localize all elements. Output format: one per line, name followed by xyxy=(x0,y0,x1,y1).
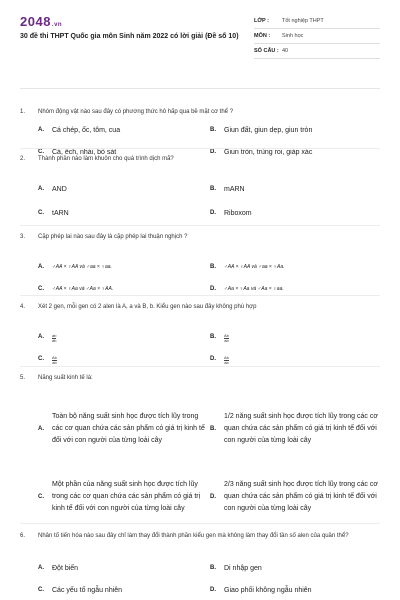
option-text: ♂AA × ♀AA và ♂aa × ♀Aa. xyxy=(224,264,285,270)
option-b[interactable] xyxy=(210,264,380,270)
question-divider xyxy=(20,366,380,367)
option-label: A. xyxy=(38,264,44,270)
meta-row-class xyxy=(254,14,380,29)
option-d[interactable] xyxy=(210,286,380,292)
option-label: B. xyxy=(210,334,216,340)
logo-text: 2048 xyxy=(20,14,51,29)
meta-key: MÔN : xyxy=(254,33,271,39)
option-label: C. xyxy=(38,494,44,500)
option-text: 1/2 năng suất sinh học được tích lũy trong các cơ quan chứa các sản phẩm có giá trị kinh tế đối với con người của từng loài cây xyxy=(224,413,378,444)
option-text: Toàn bộ năng suất sinh học được tích lũy trong các cơ quan chứa các sản phẩm có giá trị kinh tế đối với con người của từng loài cây xyxy=(52,413,205,444)
question-divider xyxy=(20,295,380,296)
option-d[interactable] xyxy=(210,587,380,594)
meta-row-count xyxy=(254,44,380,59)
option-text: Di nhập gen xyxy=(224,565,262,572)
option-text: Giao phối không ngẫu nhiên xyxy=(224,587,312,594)
option-label: C. xyxy=(38,356,44,362)
option-a[interactable] xyxy=(38,127,208,134)
question-text: Cặp phép lai nào sau đây là cặp phép lai thuận nghịch ? xyxy=(38,234,188,240)
genotype-fraction xyxy=(224,356,229,365)
fraction-bottom: ab xyxy=(224,360,229,365)
option-a[interactable] xyxy=(38,399,208,459)
question-number: 5. xyxy=(20,375,26,381)
question-text: Thành phần nào làm khuôn cho quá trình dịch mã? xyxy=(38,156,174,162)
option-label: A. xyxy=(38,186,44,192)
question-5 xyxy=(20,374,380,512)
option-d[interactable] xyxy=(210,356,380,365)
question-number: 6. xyxy=(20,533,26,539)
option-text: ♂AA × ♀AA và ♂aa × ♀aa. xyxy=(52,264,112,270)
option-label: D. xyxy=(210,210,216,216)
option-label: A. xyxy=(38,426,44,432)
option-text: Riboxom xyxy=(224,210,252,217)
genotype-fraction xyxy=(52,356,57,365)
option-c[interactable] xyxy=(38,467,208,527)
option-label: D. xyxy=(210,587,216,593)
genotype-fraction xyxy=(224,334,229,343)
option-label: C. xyxy=(38,149,44,155)
site-logo[interactable] xyxy=(20,14,62,29)
meta-value: Tốt nghiệp THPT xyxy=(282,18,324,24)
option-label: C. xyxy=(38,286,44,292)
option-c[interactable] xyxy=(38,356,208,365)
option-label: C. xyxy=(38,210,44,216)
option-label: D. xyxy=(210,149,216,155)
option-a[interactable] xyxy=(38,334,208,343)
option-label: A. xyxy=(38,565,44,571)
option-b[interactable] xyxy=(210,334,380,343)
option-label: D. xyxy=(210,286,216,292)
option-text: ♂AA × ♀Aa và ♂Aa × ♀AA. xyxy=(52,286,114,292)
option-label: A. xyxy=(38,127,44,133)
meta-row-subject xyxy=(254,29,380,44)
option-d[interactable] xyxy=(210,467,380,527)
option-text: Cá chép, ốc, tôm, cua xyxy=(52,127,121,134)
option-text: ♂Aa × ♀Aa và ♂Aa × ♀aa. xyxy=(224,286,284,292)
question-number: 4. xyxy=(20,304,26,310)
option-text: mARN xyxy=(224,186,245,193)
option-c[interactable] xyxy=(38,587,208,594)
option-text: Giun tròn, trùng roi, giáp xác xyxy=(224,149,313,156)
fraction-bottom: ab xyxy=(52,360,57,365)
question-4 xyxy=(20,303,380,365)
fraction-bottom: ab xyxy=(52,338,57,343)
question-number: 2. xyxy=(20,156,26,162)
question-number: 3. xyxy=(20,234,26,240)
option-c[interactable] xyxy=(38,210,208,217)
option-c[interactable] xyxy=(38,286,208,292)
option-label: D. xyxy=(210,494,216,500)
option-text: tARN xyxy=(52,210,69,217)
meta-value: 40 xyxy=(282,48,289,54)
fraction-bottom: ab xyxy=(224,338,229,343)
question-text: Năng suất kinh tế là: xyxy=(38,375,93,381)
meta-key: SỐ CÂU : xyxy=(254,48,279,54)
option-label: B. xyxy=(210,186,216,192)
option-text: Giun đất, giun dẹp, giun tròn xyxy=(224,127,313,134)
question-text: Xét 2 gen, mỗi gen có 2 alen là A, a và B, b. Kiểu gen nào sau đây không phù hợp xyxy=(38,304,257,310)
option-b[interactable] xyxy=(210,565,380,572)
option-label: B. xyxy=(210,127,216,133)
question-text: Nhóm động vật nào sau đây có phương thức hô hấp qua bề mặt cơ thể ? xyxy=(38,109,234,115)
option-label: B. xyxy=(210,264,216,270)
option-label: C. xyxy=(38,587,44,593)
page-title: 30 đề thi THPT Quốc gia môn Sinh năm 2022 có lời giải (Đề số 10) xyxy=(20,33,239,40)
header-divider xyxy=(20,88,380,89)
question-divider xyxy=(20,225,380,226)
option-text: 2/3 năng suất sinh học được tích lũy trong các cơ quan chứa các sản phẩm có giá trị kinh tế đối với con người của từng loài cây xyxy=(224,481,378,512)
fraction-top: Ab xyxy=(224,333,229,338)
option-text: AND xyxy=(52,186,67,193)
question-text: Nhân tố tiến hóa nào sau đây chỉ làm thay đổi thành phần kiểu gen mà không làm thay đổi tần số alen của quần thể? xyxy=(38,533,349,539)
meta-table xyxy=(254,14,380,59)
question-divider xyxy=(20,523,380,524)
question-2 xyxy=(20,155,380,217)
question-6 xyxy=(20,532,380,594)
option-text: Đột biến xyxy=(52,565,79,572)
option-text: Cá, ếch, nhái, bò sát xyxy=(52,149,117,156)
option-b[interactable] xyxy=(210,186,380,193)
option-label: A. xyxy=(38,334,44,340)
fraction-top: Ab xyxy=(224,355,229,360)
option-label: B. xyxy=(210,565,216,571)
question-number: 1. xyxy=(20,109,26,115)
meta-key: LỚP : xyxy=(254,18,269,24)
genotype-fraction xyxy=(52,334,56,343)
logo-suffix: .vn xyxy=(51,22,63,28)
question-divider xyxy=(20,148,380,149)
option-b[interactable] xyxy=(210,127,380,134)
option-label: D. xyxy=(210,356,216,362)
option-a[interactable] xyxy=(38,565,208,572)
question-3 xyxy=(20,233,380,292)
option-a[interactable] xyxy=(38,186,208,193)
question-1 xyxy=(20,108,380,157)
option-d[interactable] xyxy=(210,210,380,217)
option-text: Một phần của năng suất sinh học được tích lũy trong các cơ quan chứa các sản phẩm có giá trị kinh tế đối với con người của từng loài cây xyxy=(52,481,201,512)
option-a[interactable] xyxy=(38,264,208,270)
fraction-top: ab xyxy=(52,333,57,338)
option-text: Các yếu tố ngẫu nhiên xyxy=(52,587,123,594)
option-b[interactable] xyxy=(210,399,380,459)
option-label: B. xyxy=(210,426,216,432)
fraction-top: Ab xyxy=(52,355,57,360)
meta-value: Sinh học xyxy=(282,33,304,39)
